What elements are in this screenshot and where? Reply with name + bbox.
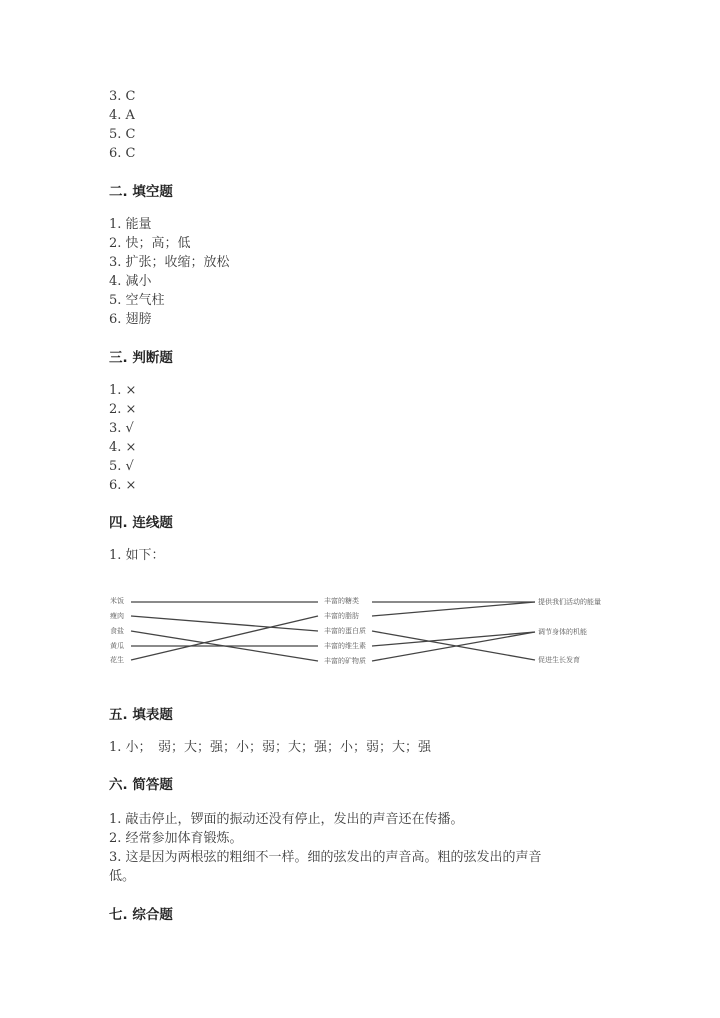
section-heading-short-answer: 六. 简答题: [109, 777, 173, 793]
answer-item: 1. 能量: [109, 217, 152, 232]
answer-item: 1. 如下：: [109, 548, 165, 563]
section-heading-matching: 四. 连线题: [109, 515, 173, 531]
left-item-lean-meat: 瘦肉: [110, 612, 124, 620]
answer-item: 1. 敲击停止，锣面的振动还没有停止，发出的声音还在传播。: [109, 812, 464, 827]
answer-item: 6. ×: [109, 478, 137, 493]
answer-item: 4. ×: [109, 440, 137, 455]
left-item-cucumber: 黄瓜: [110, 642, 124, 650]
section-heading-comprehensive: 七. 综合题: [109, 907, 173, 923]
left-item-peanut: 花生: [110, 656, 124, 664]
answer-item: 3. √: [109, 421, 134, 436]
middle-item-vitamin: 丰富的维生素: [324, 642, 366, 650]
answer-item: 4. 减小: [109, 274, 152, 289]
answer-item: 2. ×: [109, 402, 137, 417]
right-item-growth: 促进生长发育: [538, 656, 580, 664]
answer-item: 6. 翅膀: [109, 312, 152, 327]
answer-item: 4. A: [109, 108, 135, 123]
answer-item: 3. C: [109, 89, 136, 104]
answer-item: 2. 快；高；低: [109, 236, 191, 251]
right-item-regulate: 调节身体的机能: [538, 628, 587, 636]
section-heading-true-false: 三. 判断题: [109, 350, 173, 366]
answer-item: 5. C: [109, 127, 136, 142]
left-item-salt: 食盐: [110, 627, 124, 635]
middle-item-fat: 丰富的脂肪: [324, 612, 359, 620]
section-heading-table-fill: 五. 填表题: [109, 707, 173, 723]
section-heading-fill-blank: 二. 填空题: [109, 184, 173, 200]
answer-item: 5. √: [109, 459, 134, 474]
answer-item: 2. 经常参加体育锻炼。: [109, 831, 243, 846]
middle-item-carbohydrate: 丰富的糖类: [324, 597, 359, 605]
answer-item: 1. 小； 弱；大；强；小；弱；大；强；小；弱；大；强: [109, 740, 432, 755]
answer-item: 3. 扩张；收缩；放松: [109, 255, 230, 270]
answer-item: 1. ×: [109, 383, 137, 398]
middle-item-protein: 丰富的蛋白质: [324, 627, 366, 635]
middle-item-mineral: 丰富的矿物质: [324, 657, 366, 665]
answer-item: 3. 这是因为两根弦的粗细不一样。细的弦发出的声音高。粗的弦发出的声音: [109, 850, 542, 865]
left-item-rice: 米饭: [110, 597, 124, 605]
answer-item: 5. 空气柱: [109, 293, 165, 308]
answer-item: 6. C: [109, 146, 136, 161]
right-item-energy: 提供我们活动的能量: [538, 598, 601, 606]
answer-item: 低。: [109, 869, 136, 884]
